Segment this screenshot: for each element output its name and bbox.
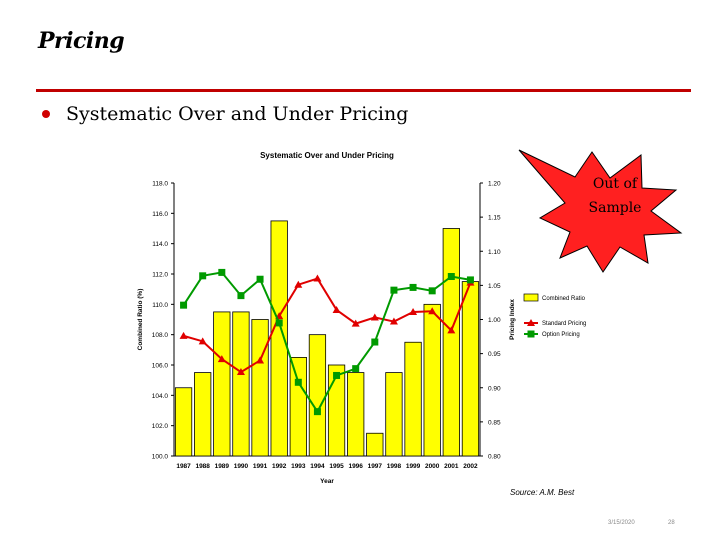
option-pricing-point [257, 276, 264, 283]
combined-ratio-bar [194, 373, 210, 456]
y-tick-label: 108.0 [151, 332, 168, 340]
option-pricing-point [276, 319, 283, 326]
y2-tick-label: 1.10 [488, 248, 501, 256]
x-tick-label: 1997 [367, 463, 383, 470]
option-pricing-point [295, 379, 302, 386]
combined-ratio-bar [214, 312, 230, 456]
legend-swatch-combined [524, 294, 538, 301]
burst-line-2: Sample [588, 200, 642, 216]
y-tick-label: 104.0 [151, 392, 168, 400]
combined-ratio-bar [443, 229, 459, 457]
legend-marker-option [528, 331, 535, 338]
y-tick-label: 102.0 [151, 423, 168, 431]
y-tick-label: 110.0 [152, 301, 168, 309]
x-tick-label: 1994 [310, 463, 325, 470]
y-tick-label: 114.0 [152, 241, 168, 249]
combined-ratio-bar [175, 388, 191, 456]
option-pricing-point [237, 292, 244, 299]
y2-axis-label: Pricing Index [509, 299, 516, 340]
y2-tick-label: 0.95 [488, 351, 501, 359]
x-tick-label: 1989 [214, 463, 230, 470]
y-tick-label: 112.0 [152, 271, 168, 279]
combined-ratio-bar [405, 342, 421, 456]
legend-label: Option Pricing [542, 332, 580, 338]
option-pricing-point [180, 302, 187, 309]
x-tick-label: 1998 [386, 463, 402, 470]
y2-tick-label: 1.20 [488, 180, 501, 188]
option-pricing-point [371, 339, 378, 346]
burst-label [580, 172, 650, 220]
x-axis-label: Year [320, 478, 334, 485]
x-tick-label: 1992 [271, 463, 287, 470]
combined-ratio-bar [290, 357, 306, 456]
x-tick-label: 2000 [424, 463, 440, 470]
combined-ratio-bar [233, 312, 249, 456]
burst-line-1: Out of [592, 176, 638, 192]
y2-tick-label: 0.80 [488, 453, 501, 461]
footer-date: 3/15/2020 [608, 520, 635, 526]
chart-root [137, 151, 586, 485]
option-pricing-point [352, 365, 359, 372]
x-tick-label: 1988 [195, 463, 210, 470]
y-tick-label: 116.0 [152, 210, 168, 218]
option-pricing-point [429, 287, 436, 294]
option-pricing-point [218, 269, 225, 276]
x-tick-label: 1991 [252, 463, 268, 470]
y-tick-label: 118.0 [152, 180, 168, 188]
slide-title: Pricing [38, 28, 125, 54]
standard-pricing-point [371, 313, 379, 320]
legend-label: Standard Pricing [542, 321, 587, 327]
option-pricing-point [467, 276, 474, 283]
y2-tick-label: 1.00 [488, 317, 501, 324]
combined-ratio-bar [309, 335, 325, 456]
option-pricing-point [410, 284, 417, 291]
legend-label: Combined Ratio [542, 296, 586, 302]
y-tick-label: 100.0 [151, 453, 168, 461]
y2-tick-label: 0.85 [488, 419, 501, 427]
bullet-text: Systematic Over and Under Pricing [66, 103, 409, 125]
x-tick-label: 1995 [329, 463, 344, 470]
option-pricing-point [333, 372, 340, 379]
combined-ratio-bar [462, 282, 478, 456]
combined-ratio-bar [347, 373, 363, 456]
page-number: 28 [668, 520, 675, 526]
y-axis-label: Combined Ratio (%) [137, 288, 144, 351]
option-pricing-point [390, 287, 397, 294]
x-tick-label: 1993 [291, 463, 306, 470]
y2-tick-label: 0.90 [488, 385, 501, 393]
source-note: Source: A.M. Best [510, 488, 575, 497]
y2-tick-label: 1.05 [488, 282, 501, 290]
x-tick-label: 2001 [444, 463, 459, 470]
combined-ratio-bar [367, 433, 383, 456]
standard-pricing-point [180, 332, 188, 339]
option-pricing-point [199, 272, 206, 279]
combined-ratio-bar [386, 373, 402, 456]
x-tick-label: 1999 [405, 463, 421, 470]
standard-pricing-point [313, 275, 321, 282]
y-tick-label: 106.0 [151, 362, 168, 370]
combined-ratio-bar [424, 304, 440, 456]
option-pricing-point [314, 408, 321, 415]
combined-ratio-bar [252, 320, 268, 457]
option-pricing-point [448, 273, 455, 280]
chart-title: Systematic Over and Under Pricing [260, 151, 394, 160]
x-tick-label: 1990 [233, 463, 249, 470]
x-tick-label: 2002 [463, 463, 478, 470]
x-tick-label: 1996 [348, 463, 363, 470]
y2-tick-label: 1.15 [488, 214, 501, 222]
x-tick-label: 1987 [176, 463, 191, 470]
